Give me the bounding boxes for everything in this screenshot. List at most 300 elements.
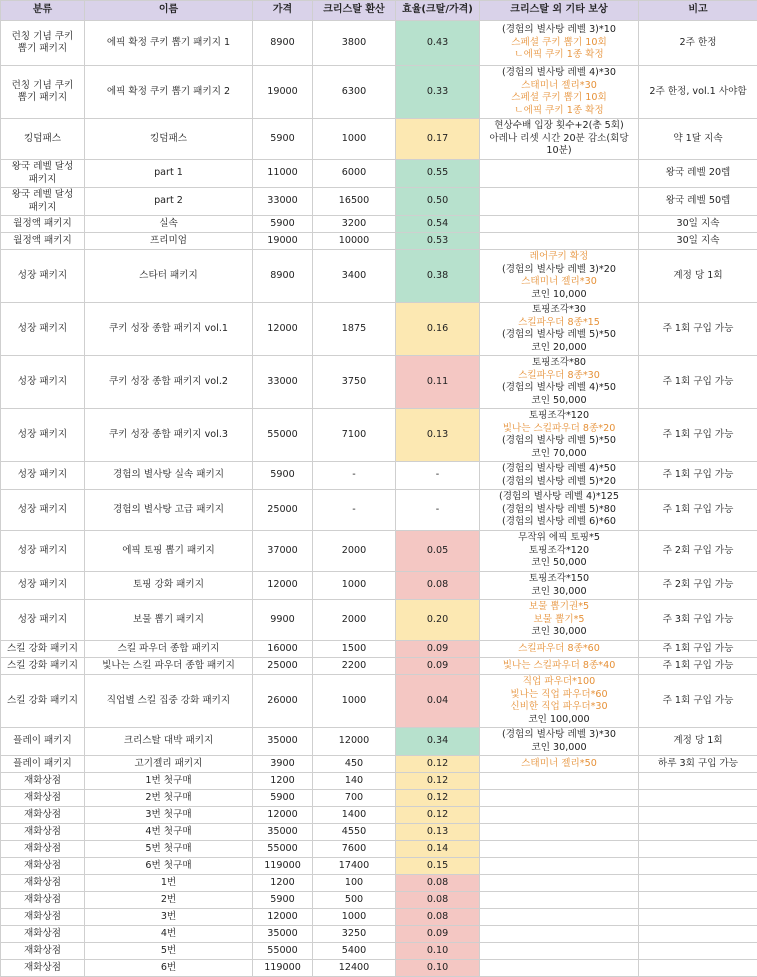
- cell-crystal[interactable]: 1400: [313, 807, 396, 824]
- reward-line: 스태미너 젤리*30: [482, 276, 636, 289]
- reward-line: 코인 20,000: [482, 342, 636, 355]
- reward-line: 레어쿠키 확정: [482, 251, 636, 264]
- reward-line: (경험의 별사탕 레벨 3)*20: [482, 264, 636, 277]
- reward-line: 신비한 직업 파우더*30: [482, 701, 636, 714]
- table-row: [1, 188, 757, 216]
- cell-rewards[interactable]: [480, 21, 639, 66]
- cell-efficiency[interactable]: 0.11: [396, 356, 480, 409]
- cell-name[interactable]: 쿠키 성장 종합 패키지 vol.2: [85, 356, 253, 409]
- cell-category[interactable]: 런칭 기념 쿠키 뽑기 패키지: [1, 66, 85, 119]
- cell-category[interactable]: 성장 패키지: [1, 409, 85, 462]
- cell-rewards[interactable]: [480, 790, 639, 807]
- cell-crystal[interactable]: 16500: [313, 188, 396, 216]
- cell-note[interactable]: 주 2회 구입 가능: [639, 531, 757, 572]
- cell-crystal[interactable]: 12400: [313, 960, 396, 977]
- cell-crystal[interactable]: 3800: [313, 21, 396, 66]
- cell-category[interactable]: 성장 패키지: [1, 600, 85, 641]
- header-other-rewards[interactable]: 크리스탈 외 기타 보상: [480, 1, 639, 21]
- cell-rewards[interactable]: [480, 909, 639, 926]
- cell-name[interactable]: 에픽 확정 쿠키 뽑기 패키지 1: [85, 21, 253, 66]
- cell-crystal[interactable]: 3750: [313, 356, 396, 409]
- cell-crystal[interactable]: 6000: [313, 160, 396, 188]
- cell-efficiency[interactable]: 0.17: [396, 119, 480, 160]
- cell-name[interactable]: 빛나는 스킬 파우더 종합 패키지: [85, 658, 253, 675]
- cell-category[interactable]: 성장 패키지: [1, 250, 85, 303]
- cell-rewards[interactable]: [480, 773, 639, 790]
- cell-price[interactable]: 12000: [253, 303, 313, 356]
- cell-name[interactable]: part 1: [85, 160, 253, 188]
- cell-crystal[interactable]: 1000: [313, 675, 396, 728]
- table-row: [1, 841, 757, 858]
- cell-rewards[interactable]: [480, 160, 639, 188]
- cell-name[interactable]: 3번 첫구매: [85, 807, 253, 824]
- table-row: [1, 572, 757, 600]
- cell-price[interactable]: 37000: [253, 531, 313, 572]
- cell-category[interactable]: 런칭 기념 쿠키 뽑기 패키지: [1, 21, 85, 66]
- cell-name[interactable]: 고기젤리 패키지: [85, 756, 253, 773]
- cell-note[interactable]: [639, 943, 757, 960]
- cell-efficiency[interactable]: 0.55: [396, 160, 480, 188]
- cell-category[interactable]: 스킬 강화 패키지: [1, 658, 85, 675]
- reward-line: 코인 30,000: [482, 626, 636, 639]
- cell-rewards[interactable]: [480, 409, 639, 462]
- cell-price[interactable]: 12000: [253, 909, 313, 926]
- cell-price[interactable]: 26000: [253, 675, 313, 728]
- cell-rewards[interactable]: [480, 531, 639, 572]
- table-row: [1, 909, 757, 926]
- cell-crystal[interactable]: 2000: [313, 531, 396, 572]
- cell-price[interactable]: 16000: [253, 641, 313, 658]
- cell-efficiency[interactable]: 0.05: [396, 531, 480, 572]
- cell-category[interactable]: 재화상점: [1, 824, 85, 841]
- cell-price[interactable]: 1200: [253, 773, 313, 790]
- cell-name[interactable]: 에픽 확정 쿠키 뽑기 패키지 2: [85, 66, 253, 119]
- cell-name[interactable]: 1번: [85, 875, 253, 892]
- cell-note[interactable]: 계정 당 1회: [639, 728, 757, 756]
- cell-efficiency[interactable]: 0.08: [396, 875, 480, 892]
- cell-name[interactable]: 1번 첫구매: [85, 773, 253, 790]
- cell-rewards[interactable]: [480, 303, 639, 356]
- reward-line: 빛나는 스킬파우더 8종*20: [482, 423, 636, 436]
- table-row: [1, 807, 757, 824]
- cell-price[interactable]: 5900: [253, 462, 313, 490]
- cell-category[interactable]: 성장 패키지: [1, 462, 85, 490]
- cell-efficiency[interactable]: 0.09: [396, 641, 480, 658]
- cell-efficiency[interactable]: 0.13: [396, 824, 480, 841]
- cell-efficiency[interactable]: 0.10: [396, 960, 480, 977]
- table-body: [1, 21, 757, 977]
- table-row: [1, 600, 757, 641]
- cell-rewards[interactable]: [480, 572, 639, 600]
- cell-crystal[interactable]: 6300: [313, 66, 396, 119]
- cell-note[interactable]: 주 1회 구입 가능: [639, 490, 757, 531]
- cell-rewards[interactable]: [480, 250, 639, 303]
- cell-note[interactable]: 주 1회 구입 가능: [639, 658, 757, 675]
- cell-category[interactable]: 재화상점: [1, 858, 85, 875]
- cell-crystal[interactable]: 10000: [313, 233, 396, 250]
- reward-line: 스태미너 젤리*50: [482, 758, 636, 771]
- reward-line: 토핑조각*80: [482, 357, 636, 370]
- cell-category[interactable]: 재화상점: [1, 773, 85, 790]
- cell-name[interactable]: 스킬 파우더 종합 패키지: [85, 641, 253, 658]
- cell-note[interactable]: 주 1회 구입 가능: [639, 303, 757, 356]
- reward-line: (경험의 별사탕 레벨 3)*10: [482, 24, 636, 37]
- reward-line: 토핑조각*30: [482, 304, 636, 317]
- cell-efficiency[interactable]: 0.50: [396, 188, 480, 216]
- cell-category[interactable]: 성장 패키지: [1, 531, 85, 572]
- cell-note[interactable]: [639, 892, 757, 909]
- cell-note[interactable]: 주 1회 구입 가능: [639, 462, 757, 490]
- cell-category[interactable]: 플레이 패키지: [1, 728, 85, 756]
- cell-crystal[interactable]: 4550: [313, 824, 396, 841]
- cell-rewards[interactable]: [480, 119, 639, 160]
- cell-category[interactable]: 스킬 강화 패키지: [1, 675, 85, 728]
- cell-note[interactable]: 주 1회 구입 가능: [639, 675, 757, 728]
- cell-category[interactable]: 재화상점: [1, 790, 85, 807]
- cell-efficiency[interactable]: -: [396, 462, 480, 490]
- cell-category[interactable]: 성장 패키지: [1, 572, 85, 600]
- reward-line: 스킬파우더 8종*60: [482, 643, 636, 656]
- cell-note[interactable]: [639, 824, 757, 841]
- cell-name[interactable]: 6번: [85, 960, 253, 977]
- cell-note[interactable]: 2주 한정, vol.1 사야함: [639, 66, 757, 119]
- cell-category[interactable]: 왕국 레벨 달성 패키지: [1, 160, 85, 188]
- table-row: [1, 892, 757, 909]
- cell-category[interactable]: 성장 패키지: [1, 490, 85, 531]
- cell-note[interactable]: 주 1회 구입 가능: [639, 641, 757, 658]
- reward-line: 코인 50,000: [482, 557, 636, 570]
- cell-name[interactable]: 경험의 별사탕 고급 패키지: [85, 490, 253, 531]
- cell-rewards[interactable]: [480, 756, 639, 773]
- cell-rewards[interactable]: [480, 490, 639, 531]
- reward-line: 아레나 리셋 시간 20분 감소(회당 10분): [482, 133, 636, 158]
- cell-crystal[interactable]: 1000: [313, 119, 396, 160]
- cell-crystal[interactable]: 700: [313, 790, 396, 807]
- cell-price[interactable]: 12000: [253, 807, 313, 824]
- header-efficiency[interactable]: 효율(크탈/가격): [396, 1, 480, 21]
- cell-efficiency[interactable]: 0.53: [396, 233, 480, 250]
- cell-category[interactable]: 재화상점: [1, 926, 85, 943]
- table-row: [1, 773, 757, 790]
- cell-price[interactable]: 119000: [253, 858, 313, 875]
- cell-crystal[interactable]: 2000: [313, 600, 396, 641]
- table-row: [1, 250, 757, 303]
- cell-price[interactable]: 33000: [253, 356, 313, 409]
- table-row: [1, 675, 757, 728]
- table-row: [1, 160, 757, 188]
- cell-name[interactable]: 2번: [85, 892, 253, 909]
- cell-note[interactable]: 주 1회 구입 가능: [639, 356, 757, 409]
- table-row: [1, 756, 757, 773]
- cell-name[interactable]: 5번 첫구매: [85, 841, 253, 858]
- cell-rewards[interactable]: [480, 641, 639, 658]
- cell-note[interactable]: 계정 당 1회: [639, 250, 757, 303]
- reward-line: 보물 뽑기*5: [482, 614, 636, 627]
- cell-efficiency[interactable]: 0.08: [396, 572, 480, 600]
- cell-crystal[interactable]: 1500: [313, 641, 396, 658]
- cell-rewards[interactable]: [480, 875, 639, 892]
- cell-efficiency[interactable]: 0.15: [396, 858, 480, 875]
- cell-efficiency[interactable]: 0.10: [396, 943, 480, 960]
- cell-price[interactable]: 33000: [253, 188, 313, 216]
- cell-efficiency[interactable]: 0.20: [396, 600, 480, 641]
- cell-name[interactable]: 경험의 별사탕 실속 패키지: [85, 462, 253, 490]
- cell-name[interactable]: 직업별 스킬 집중 강화 패키지: [85, 675, 253, 728]
- cell-efficiency[interactable]: 0.04: [396, 675, 480, 728]
- cell-rewards[interactable]: [480, 462, 639, 490]
- cell-name[interactable]: 4번 첫구매: [85, 824, 253, 841]
- cell-category[interactable]: 성장 패키지: [1, 356, 85, 409]
- reward-line: 스킬파우더 8종*30: [482, 370, 636, 383]
- cell-note[interactable]: [639, 807, 757, 824]
- header-name[interactable]: 이름: [85, 1, 253, 21]
- cell-efficiency[interactable]: 0.08: [396, 909, 480, 926]
- reward-line: 스킬파우더 8종*15: [482, 317, 636, 330]
- cell-name[interactable]: 4번: [85, 926, 253, 943]
- cell-price[interactable]: 35000: [253, 824, 313, 841]
- cell-efficiency[interactable]: 0.13: [396, 409, 480, 462]
- cell-rewards[interactable]: [480, 600, 639, 641]
- cell-name[interactable]: 크리스탈 대박 패키지: [85, 728, 253, 756]
- cell-name[interactable]: 6번 첫구매: [85, 858, 253, 875]
- cell-category[interactable]: 월정액 패키지: [1, 233, 85, 250]
- cell-price[interactable]: 35000: [253, 728, 313, 756]
- cell-category[interactable]: 스킬 강화 패키지: [1, 641, 85, 658]
- table-row: [1, 790, 757, 807]
- cell-efficiency[interactable]: 0.16: [396, 303, 480, 356]
- table-row: [1, 824, 757, 841]
- cell-rewards[interactable]: [480, 892, 639, 909]
- cell-note[interactable]: 30일 지속: [639, 216, 757, 233]
- reward-line: 코인 30,000: [482, 586, 636, 599]
- table-row: [1, 409, 757, 462]
- cell-category[interactable]: 재화상점: [1, 875, 85, 892]
- cell-rewards[interactable]: [480, 675, 639, 728]
- reward-line: 토핑조각*120: [482, 545, 636, 558]
- cell-crystal[interactable]: 100: [313, 875, 396, 892]
- reward-line: 코인 10,000: [482, 289, 636, 302]
- cell-note[interactable]: 주 1회 구입 가능: [639, 409, 757, 462]
- table-row: [1, 875, 757, 892]
- cell-name[interactable]: part 2: [85, 188, 253, 216]
- cell-crystal[interactable]: 3250: [313, 926, 396, 943]
- cell-crystal[interactable]: 1000: [313, 572, 396, 600]
- cell-note[interactable]: [639, 926, 757, 943]
- cell-efficiency[interactable]: 0.08: [396, 892, 480, 909]
- cell-crystal[interactable]: -: [313, 490, 396, 531]
- cell-category[interactable]: 킹덤패스: [1, 119, 85, 160]
- cell-note[interactable]: [639, 858, 757, 875]
- cell-price[interactable]: 8900: [253, 21, 313, 66]
- cell-crystal[interactable]: 3400: [313, 250, 396, 303]
- cell-crystal[interactable]: 7100: [313, 409, 396, 462]
- cell-efficiency[interactable]: 0.12: [396, 790, 480, 807]
- cell-note[interactable]: 주 2회 구입 가능: [639, 572, 757, 600]
- cell-rewards[interactable]: [480, 66, 639, 119]
- cell-crystal[interactable]: 7600: [313, 841, 396, 858]
- cell-price[interactable]: 5900: [253, 790, 313, 807]
- table-row: [1, 960, 757, 977]
- cell-category[interactable]: 왕국 레벨 달성 패키지: [1, 188, 85, 216]
- cell-category[interactable]: 재화상점: [1, 909, 85, 926]
- cell-crystal[interactable]: 1875: [313, 303, 396, 356]
- cell-category[interactable]: 재화상점: [1, 807, 85, 824]
- table-row: [1, 858, 757, 875]
- cell-crystal[interactable]: 500: [313, 892, 396, 909]
- cell-price[interactable]: 3900: [253, 756, 313, 773]
- table-row: [1, 233, 757, 250]
- cell-efficiency[interactable]: 0.12: [396, 773, 480, 790]
- cell-name[interactable]: 쿠키 성장 종합 패키지 vol.3: [85, 409, 253, 462]
- cell-name[interactable]: 토핑 강화 패키지: [85, 572, 253, 600]
- cell-efficiency[interactable]: 0.33: [396, 66, 480, 119]
- cell-rewards[interactable]: [480, 824, 639, 841]
- cell-efficiency[interactable]: -: [396, 490, 480, 531]
- table-row: [1, 21, 757, 66]
- cell-note[interactable]: 왕국 레벨 20렙: [639, 160, 757, 188]
- cell-category[interactable]: 플레이 패키지: [1, 756, 85, 773]
- header-note[interactable]: 비고: [639, 1, 757, 21]
- cell-crystal[interactable]: 2200: [313, 658, 396, 675]
- cell-crystal[interactable]: 3200: [313, 216, 396, 233]
- cell-rewards[interactable]: [480, 233, 639, 250]
- cell-rewards[interactable]: [480, 356, 639, 409]
- cell-note[interactable]: [639, 875, 757, 892]
- header-crystal[interactable]: 크리스탈 환산: [313, 1, 396, 21]
- cell-name[interactable]: 프리미엄: [85, 233, 253, 250]
- cell-efficiency[interactable]: 0.54: [396, 216, 480, 233]
- table-row: [1, 531, 757, 572]
- cell-efficiency[interactable]: 0.43: [396, 21, 480, 66]
- table-row: [1, 119, 757, 160]
- cell-price[interactable]: 25000: [253, 490, 313, 531]
- cell-category[interactable]: 재화상점: [1, 960, 85, 977]
- cell-price[interactable]: 8900: [253, 250, 313, 303]
- cell-price[interactable]: 11000: [253, 160, 313, 188]
- cell-rewards[interactable]: [480, 960, 639, 977]
- cell-note[interactable]: 약 1달 지속: [639, 119, 757, 160]
- cell-price[interactable]: 25000: [253, 658, 313, 675]
- cell-crystal[interactable]: 450: [313, 756, 396, 773]
- cell-category[interactable]: 재화상점: [1, 841, 85, 858]
- cell-rewards[interactable]: [480, 728, 639, 756]
- cell-note[interactable]: 하루 3회 구입 가능: [639, 756, 757, 773]
- reward-line: 스페셜 쿠키 뽑기 10회: [482, 37, 636, 50]
- cell-note[interactable]: 주 3회 구입 가능: [639, 600, 757, 641]
- cell-efficiency[interactable]: 0.38: [396, 250, 480, 303]
- cell-price[interactable]: 119000: [253, 960, 313, 977]
- cell-rewards[interactable]: [480, 188, 639, 216]
- cell-crystal[interactable]: 140: [313, 773, 396, 790]
- cell-crystal[interactable]: 12000: [313, 728, 396, 756]
- reward-line: 보물 뽑기권*5: [482, 601, 636, 614]
- cell-name[interactable]: 킹덤패스: [85, 119, 253, 160]
- reward-line: (경험의 별사탕 레벨 3)*30: [482, 729, 636, 742]
- reward-line: 코인 70,000: [482, 448, 636, 461]
- cell-name[interactable]: 2번 첫구매: [85, 790, 253, 807]
- cell-rewards[interactable]: [480, 807, 639, 824]
- table-row: [1, 216, 757, 233]
- cell-category[interactable]: 월정액 패키지: [1, 216, 85, 233]
- reward-line: (경험의 별사탕 레벨 5)*50: [482, 435, 636, 448]
- reward-line: (경험의 별사탕 레벨 4)*50: [482, 382, 636, 395]
- cell-note[interactable]: [639, 790, 757, 807]
- reward-line: 현상수배 입장 횟수+2(총 5회): [482, 120, 636, 133]
- cell-note[interactable]: [639, 841, 757, 858]
- reward-line: (경험의 별사탕 레벨 4)*125: [482, 491, 636, 504]
- table-row: [1, 490, 757, 531]
- cell-price[interactable]: 19000: [253, 233, 313, 250]
- reward-line: 스페셜 쿠키 뽑기 10회: [482, 92, 636, 105]
- cell-price[interactable]: 9900: [253, 600, 313, 641]
- cell-name[interactable]: 쿠키 성장 종합 패키지 vol.1: [85, 303, 253, 356]
- cell-name[interactable]: 에픽 토핑 뽑기 패키지: [85, 531, 253, 572]
- reward-line: (경험의 별사탕 레벨 5)*50: [482, 329, 636, 342]
- cell-category[interactable]: 성장 패키지: [1, 303, 85, 356]
- reward-line: 직업 파우더*100: [482, 676, 636, 689]
- cell-note[interactable]: 2주 한정: [639, 21, 757, 66]
- cell-rewards[interactable]: [480, 926, 639, 943]
- cell-price[interactable]: 55000: [253, 409, 313, 462]
- cell-crystal[interactable]: 17400: [313, 858, 396, 875]
- header-row: [1, 1, 757, 21]
- cell-efficiency[interactable]: 0.14: [396, 841, 480, 858]
- cell-category[interactable]: 재화상점: [1, 943, 85, 960]
- cell-crystal[interactable]: 1000: [313, 909, 396, 926]
- cell-name[interactable]: 보물 뽑기 패키지: [85, 600, 253, 641]
- reward-line: (경험의 별사탕 레벨 5)*80: [482, 504, 636, 517]
- table-row: [1, 462, 757, 490]
- reward-line: 코인 50,000: [482, 395, 636, 408]
- cell-efficiency[interactable]: 0.12: [396, 807, 480, 824]
- cell-price[interactable]: 5900: [253, 892, 313, 909]
- cell-price[interactable]: 1200: [253, 875, 313, 892]
- cell-note[interactable]: 왕국 레벨 50렙: [639, 188, 757, 216]
- cell-price[interactable]: 5900: [253, 216, 313, 233]
- cell-efficiency[interactable]: 0.09: [396, 658, 480, 675]
- cell-note[interactable]: [639, 960, 757, 977]
- cell-name[interactable]: 실속: [85, 216, 253, 233]
- cell-efficiency[interactable]: 0.34: [396, 728, 480, 756]
- cell-rewards[interactable]: [480, 658, 639, 675]
- cell-price[interactable]: 55000: [253, 943, 313, 960]
- header-category[interactable]: 분류: [1, 1, 85, 21]
- cell-rewards[interactable]: [480, 216, 639, 233]
- cell-price[interactable]: 35000: [253, 926, 313, 943]
- reward-line: 토핑조각*150: [482, 573, 636, 586]
- header-price[interactable]: 가격: [253, 1, 313, 21]
- cell-name[interactable]: 5번: [85, 943, 253, 960]
- cell-crystal[interactable]: 5400: [313, 943, 396, 960]
- cell-note[interactable]: 30일 지속: [639, 233, 757, 250]
- cell-price[interactable]: 19000: [253, 66, 313, 119]
- cell-rewards[interactable]: [480, 858, 639, 875]
- cell-name[interactable]: 스타터 패키지: [85, 250, 253, 303]
- table-row: [1, 658, 757, 675]
- cell-note[interactable]: [639, 909, 757, 926]
- cell-crystal[interactable]: -: [313, 462, 396, 490]
- cell-rewards[interactable]: [480, 841, 639, 858]
- cell-price[interactable]: 5900: [253, 119, 313, 160]
- cell-price[interactable]: 55000: [253, 841, 313, 858]
- cell-name[interactable]: 3번: [85, 909, 253, 926]
- cell-efficiency[interactable]: 0.12: [396, 756, 480, 773]
- cell-price[interactable]: 12000: [253, 572, 313, 600]
- cell-rewards[interactable]: [480, 943, 639, 960]
- cell-efficiency[interactable]: 0.09: [396, 926, 480, 943]
- cell-category[interactable]: 재화상점: [1, 892, 85, 909]
- cell-note[interactable]: [639, 773, 757, 790]
